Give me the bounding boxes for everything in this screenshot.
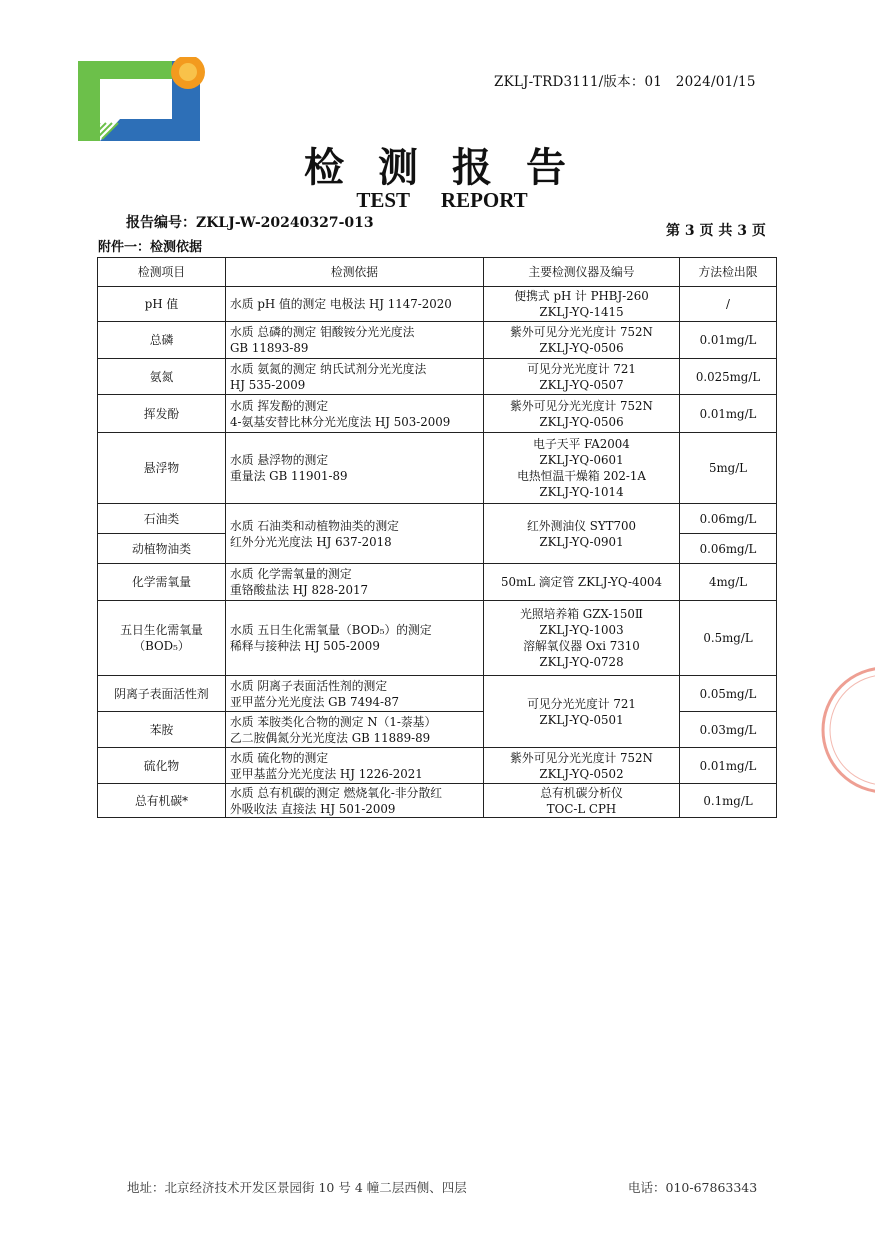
footer-telephone: 电话：010-67863343 (628, 1180, 758, 1195)
table-row (98, 287, 777, 322)
limit-cell: 0.025mg/L (680, 359, 777, 395)
header-basis: 检测依据 (226, 258, 484, 287)
item-cell: 石油类 (98, 504, 226, 534)
limit-cell: 0.03mg/L (680, 712, 777, 748)
basis-cell: 水质 pH 值的测定 电极法 HJ 1147-2020 (226, 287, 484, 322)
item-cell: 五日生化需氧量 （BOD₅） (98, 601, 226, 676)
basis-cell: 水质 硫化物的测定 亚甲基蓝分光光度法 HJ 1226-2021 (226, 748, 484, 784)
table-row (98, 322, 777, 359)
item-cell: 总有机碳* (98, 784, 226, 818)
item-cell: pH 值 (98, 287, 226, 322)
item-cell: 动植物油类 (98, 534, 226, 564)
instrument-cell: 光照培养箱 GZX-150Ⅱ ZKLJ-YQ-1003 溶解氧仪器 Oxi 7310 ZKLJ-YQ-0728 (484, 601, 680, 676)
instrument-cell: 紫外可见分光光度计 752N ZKLJ-YQ-0506 (484, 395, 680, 433)
title-chinese: 检测报告 (304, 144, 600, 191)
item-cell: 悬浮物 (98, 433, 226, 504)
table-row (98, 564, 777, 601)
limit-cell: 5mg/L (680, 433, 777, 504)
instrument-cell: 电子天平 FA2004 ZKLJ-YQ-0601 电热恒温干燥箱 202-1A ZKLJ-YQ-1014 (484, 433, 680, 504)
item-cell: 化学需氧量 (98, 564, 226, 601)
basis-cell: 水质 石油类和动植物油类的测定 红外分光光度法 HJ 637-2018 (226, 504, 484, 564)
item-cell: 苯胺 (98, 712, 226, 748)
item-cell: 挥发酚 (98, 395, 226, 433)
header-item: 检测项目 (98, 258, 226, 287)
report-number: 报告编号：ZKLJ-W-20240327-013 (126, 215, 374, 231)
table-row (98, 504, 777, 534)
table-row (98, 748, 777, 784)
header-instrument: 主要检测仪器及编号 (484, 258, 680, 287)
limit-cell: 0.06mg/L (680, 504, 777, 534)
limit-cell: 4mg/L (680, 564, 777, 601)
basis-cell: 水质 氨氮的测定 纳氏试剂分光光度法 HJ 535-2009 (226, 359, 484, 395)
item-cell: 阴离子表面活性剂 (98, 676, 226, 712)
footer-address: 地址：北京经济技术开发区景园街 10 号 4 幢二层西侧、四层 (127, 1180, 467, 1195)
page-indicator: 第 3 页 共 3 页 (666, 223, 766, 239)
limit-cell: 0.01mg/L (680, 322, 777, 359)
item-cell: 氨氮 (98, 359, 226, 395)
table-row (98, 784, 777, 818)
basis-cell: 水质 总磷的测定 钼酸铵分光光度法 GB 11893-89 (226, 322, 484, 359)
red-seal-stamp (815, 660, 875, 800)
limit-cell: 0.01mg/L (680, 748, 777, 784)
instrument-cell: 紫外可见分光光度计 752N ZKLJ-YQ-0506 (484, 322, 680, 359)
instrument-cell: 紫外可见分光光度计 752N ZKLJ-YQ-0502 (484, 748, 680, 784)
instrument-cell: 红外测油仪 SYT700 ZKLJ-YQ-0901 (484, 504, 680, 564)
table-header-row (98, 258, 777, 287)
limit-cell: 0.06mg/L (680, 534, 777, 564)
basis-cell: 水质 五日生化需氧量（BOD₅）的测定 稀释与接种法 HJ 505-2009 (226, 601, 484, 676)
limit-cell: 0.5mg/L (680, 601, 777, 676)
basis-cell: 水质 阴离子表面活性剂的测定 亚甲蓝分光光度法 GB 7494-87 (226, 676, 484, 712)
table-row (98, 433, 777, 504)
test-basis-table (97, 257, 777, 818)
basis-cell: 水质 苯胺类化合物的测定 N（1-萘基） 乙二胺偶氮分光光度法 GB 11889-89 (226, 712, 484, 748)
company-logo (78, 57, 210, 141)
basis-cell: 水质 悬浮物的测定 重量法 GB 11901-89 (226, 433, 484, 504)
title-english: TEST REPORT (356, 188, 528, 212)
table-row (98, 359, 777, 395)
limit-cell: 0.1mg/L (680, 784, 777, 818)
basis-cell: 水质 挥发酚的测定 4-氨基安替比林分光光度法 HJ 503-2009 (226, 395, 484, 433)
table-row (98, 676, 777, 712)
table-row (98, 395, 777, 433)
item-cell: 总磷 (98, 322, 226, 359)
instrument-cell: 便携式 pH 计 PHBJ-260 ZKLJ-YQ-1415 (484, 287, 680, 322)
instrument-cell: 可见分光光度计 721 ZKLJ-YQ-0507 (484, 359, 680, 395)
limit-cell: / (680, 287, 777, 322)
attachment-label: 附件一：检测依据 (98, 240, 203, 255)
limit-cell: 0.01mg/L (680, 395, 777, 433)
document-code: ZKLJ-TRD3111/版本：01 2024/01/15 (494, 74, 756, 90)
basis-cell: 水质 总有机碳的测定 燃烧氧化-非分散红 外吸收法 直接法 HJ 501-2009 (226, 784, 484, 818)
table-row (98, 601, 777, 676)
instrument-cell: 50mL 滴定管 ZKLJ-YQ-4004 (484, 564, 680, 601)
header-limit: 方法检出限 (680, 258, 777, 287)
limit-cell: 0.05mg/L (680, 676, 777, 712)
instrument-cell: 总有机碳分析仪 TOC-L CPH (484, 784, 680, 818)
basis-cell: 水质 化学需氧量的测定 重铬酸盐法 HJ 828-2017 (226, 564, 484, 601)
item-cell: 硫化物 (98, 748, 226, 784)
instrument-cell: 可见分光光度计 721 ZKLJ-YQ-0501 (484, 676, 680, 748)
